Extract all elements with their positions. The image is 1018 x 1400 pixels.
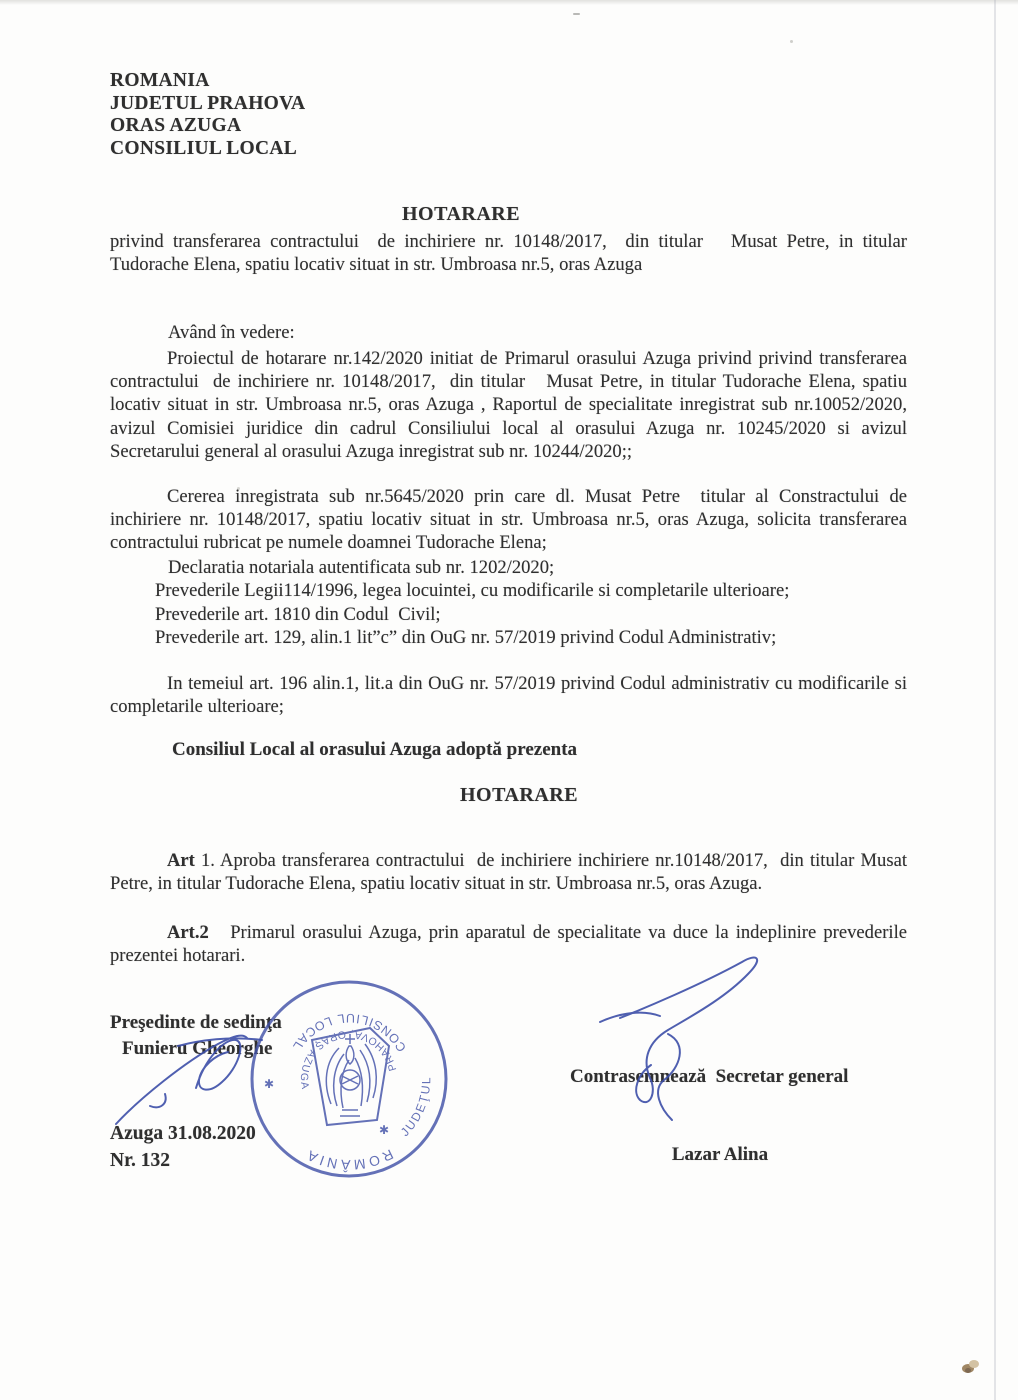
president-signature-stroke bbox=[150, 1094, 166, 1107]
council-stamp-graphic bbox=[246, 976, 452, 1182]
article-1-text: 1. Aproba transferarea contractului de inchiriere inchiriere nr.10148/2017, din titular Musat Petre, in titular Tudorache Elena, spatiu locativ situat in str. Umbroasa nr.5, oras Azuga. bbox=[110, 850, 912, 895]
consideration-item: Prevederile art. 1810 din Codul Civil; bbox=[155, 603, 441, 625]
legal-basis-paragraph: In temeiul art. 196 alin.1, lit.a din OuG nr. 57/2019 privind Codul administrativ cu modificarile si completarile ulterioare; bbox=[110, 673, 912, 718]
article-2-label: Art.2 bbox=[167, 922, 209, 943]
letterhead bbox=[110, 70, 305, 160]
decision-number: Nr. 132 bbox=[110, 1150, 170, 1171]
scan-artifact-line bbox=[994, 0, 996, 1400]
secretary-name: Lazar Alina bbox=[671, 1144, 769, 1165]
place-date: Azuga 31.08.2020 bbox=[110, 1123, 256, 1144]
secretary-role: Contrasemnează Secretar general bbox=[570, 1066, 849, 1087]
stamp-star-icon: ✱ bbox=[264, 1077, 275, 1091]
document-footer bbox=[110, 1120, 256, 1174]
considerations-list bbox=[110, 556, 907, 650]
article-1-label: Art bbox=[167, 850, 195, 871]
preamble-intro: Având în vedere: bbox=[168, 322, 295, 343]
scan-speck bbox=[573, 13, 580, 15]
stamp-star-icon: ✱ bbox=[379, 1123, 390, 1137]
letterhead-county: JUDETUL PRAHOVA bbox=[110, 92, 306, 114]
document-title: HOTARARE bbox=[402, 203, 521, 225]
article-2 bbox=[110, 921, 912, 967]
letterhead-town: ORAS AZUGA bbox=[110, 115, 242, 136]
svg-text:JUDEŢUL bbox=[398, 1075, 433, 1139]
adoption-line: Consiliul Local al orasului Azuga adoptă prezenta bbox=[172, 739, 578, 760]
scan-speck bbox=[790, 40, 793, 43]
letterhead-council: CONSILIUL LOCAL bbox=[110, 137, 298, 159]
article-2-text: Primarul orasului Azuga, prin aparatul de specialitate va duce la indeplinire prevederile prezentei hotarari. bbox=[110, 922, 912, 967]
signature-block-secretary bbox=[570, 1012, 870, 1220]
council-stamp bbox=[246, 976, 452, 1182]
president-role: Preşedinte de sedinţa bbox=[110, 1012, 282, 1033]
recital-paragraph: Cererea inregistrata sub nr.5645/2020 prin care dl. Musat Petre titular al Constractului de inchiriere nr. 10148/2017, spatiu locativ situat in str. Umbroasa nr.5, oras Azuga, solicita transferarea contractului rubricat pe numele doamnei Tudorache Elena; bbox=[110, 486, 912, 554]
scan-edge-shadow bbox=[0, 0, 1018, 5]
stamp-text-council: CONSILIUL LOCAL bbox=[289, 1010, 410, 1055]
ink-smudge bbox=[960, 1358, 982, 1376]
president-name: Funieru Gheorghe bbox=[122, 1038, 273, 1059]
document-subject: privind transferarea contractului de inchiriere nr. 10148/2017, din titular Musat Petre, in titular Tudorache Elena, spatiu locativ situat in str. Umbroasa nr.5, oras Azuga bbox=[110, 231, 912, 276]
letterhead-country: ROMANIA bbox=[110, 70, 210, 91]
consideration-item: Prevederile art. 129, alin.1 lit”c” din OuG nr. 57/2019 privind Codul Administrativ; bbox=[155, 627, 777, 649]
stamp-text-county-town: PRAHOVA, ORAŞ AZUGA bbox=[297, 1027, 400, 1092]
article-1 bbox=[110, 849, 912, 895]
consideration-item: Prevederile Legii114/1996, legea locuintei, cu modificarile si completarile ulterioare; bbox=[155, 580, 790, 602]
consideration-item: Declaratia notariala autentificata sub nr. 1202/2020; bbox=[168, 557, 555, 578]
decision-title: HOTARARE bbox=[460, 784, 579, 806]
recital-paragraph: Proiectul de hotarare nr.142/2020 initiat de Primarul orasului Azuga privind privind transferarea contractului de inchiriere nr. 10148/2017, din titular Musat Petre, in titular Tudorache Elena, spatiu locativ situat in str. Umbroasa nr.5, oras Azuga , Raportul de specialitate inregistrat sub nr.10052/2020, avizul Comisiei juridice din cadrul Consiliului local al orasului Azuga nr. 10245/2020 si avizul Secretarului general al orasului Azuga inregistrat sub nr. 10244/2020;; bbox=[110, 348, 912, 462]
stamp-text-judetul: JUDEŢUL bbox=[397, 1075, 434, 1140]
stamp-text-country: ROMÂNIA bbox=[301, 1146, 396, 1174]
